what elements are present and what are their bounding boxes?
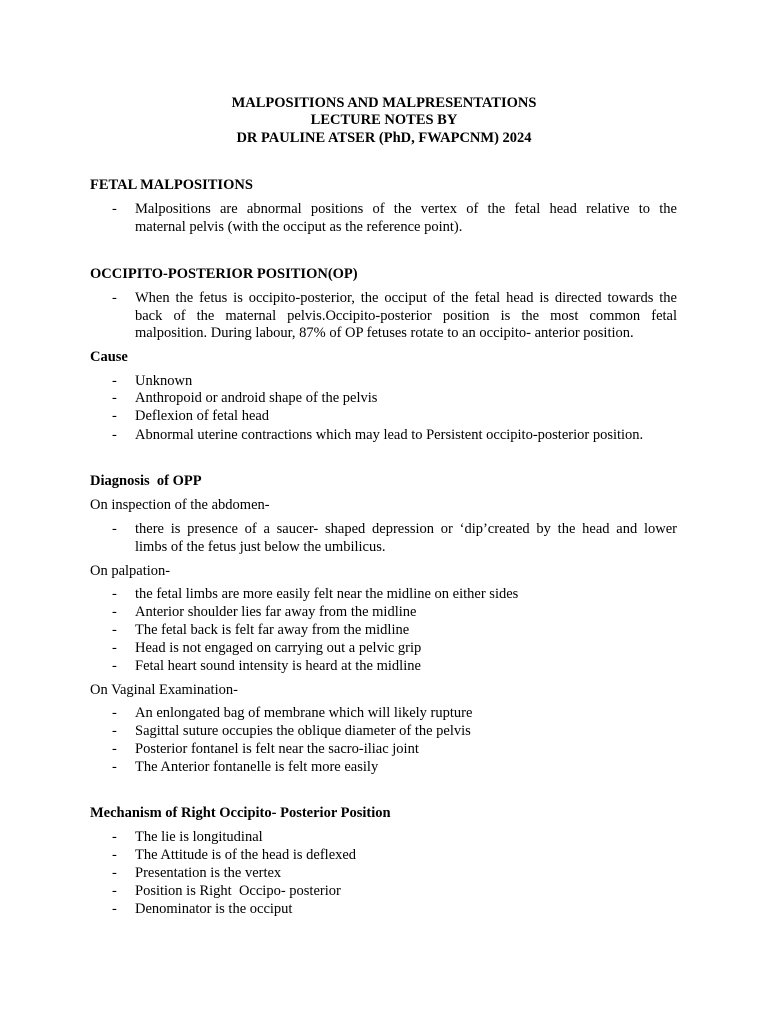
list-item: Deflexion of fetal head [135,408,270,424]
bullet-marker: - [112,390,117,406]
bullet-marker: - [112,373,117,389]
list-item: Posterior fontanel is felt near the sacro-iliac joint [135,741,419,757]
list-item: Anthropoid or android shape of the pelvis [135,390,378,406]
paragraph-line: malposition. During labour, 87% of OP fetuses rotate to an occipito- anterior position. [135,325,634,341]
list-item: The Attitude is of the head is deflexed [135,847,357,863]
bullet-marker: - [112,829,117,845]
bullet-marker: - [112,865,117,881]
bullet-marker: - [112,408,117,424]
document-title: MALPOSITIONS AND MALPRESENTATIONS [231,95,537,111]
bullet-marker: - [112,604,117,620]
section-heading-cause: Cause [90,349,128,365]
bullet-marker: - [112,847,117,863]
list-item: The lie is longitudinal [135,829,263,845]
list-item: Presentation is the vertex [135,865,282,881]
section-heading-mechanism: Mechanism of Right Occipito- Posterior Position [90,805,391,821]
list-item: Abnormal uterine contractions which may lead to Persistent occipito-posterior position. [135,427,644,443]
bullet-marker: - [112,658,117,674]
bullet-marker: - [112,640,117,656]
subsection-label-inspection: On inspection of the abdomen- [90,497,270,513]
list-item: An enlongated bag of membrane which will likely rupture [135,705,473,721]
list-item: Sagittal suture occupies the oblique diameter of the pelvis [135,723,471,739]
list-item: Denominator is the occiput [135,901,293,917]
subsection-label-palpation: On palpation- [90,563,171,579]
bullet-marker: - [112,201,117,217]
bullet-marker: - [112,723,117,739]
section-heading-fetal-malpositions: FETAL MALPOSITIONS [90,177,253,193]
list-item: The fetal back is felt far away from the midline [135,622,410,638]
bullet-marker: - [112,521,117,537]
bullet-marker: - [112,586,117,602]
paragraph-line: there is presence of a saucer- shaped depression or ‘dip’created by the head and lower [135,521,677,537]
paragraph-line: Malpositions are abnormal positions of the vertex of the fetal head relative to the [135,201,677,217]
list-item: Unknown [135,373,193,389]
list-item: Head is not engaged on carrying out a pelvic grip [135,640,422,656]
paragraph-line: When the fetus is occipito-posterior, the occiput of the fetal head is directed towards the [135,290,677,306]
paragraph-line: maternal pelvis (with the occiput as the reference point). [135,219,463,235]
section-heading-diagnosis: Diagnosis of OPP [90,473,202,489]
bullet-marker: - [112,901,117,917]
section-heading-op: OCCIPITO-POSTERIOR POSITION(OP) [90,266,358,282]
list-item: Anterior shoulder lies far away from the midline [135,604,417,620]
bullet-marker: - [112,705,117,721]
list-item: Fetal heart sound intensity is heard at the midline [135,658,421,674]
list-item: Position is Right Occipo- posterior [135,883,341,899]
list-item: The Anterior fontanelle is felt more easily [135,759,379,775]
document-subtitle: LECTURE NOTES BY [310,112,458,128]
paragraph-line: limbs of the fetus just below the umbilicus. [135,539,386,555]
paragraph-line: back of the maternal pelvis.Occipito-posterior position is the most common fetal [135,308,677,324]
document-author: DR PAULINE ATSER (PhD, FWAPCNM) 2024 [236,130,532,146]
bullet-marker: - [112,741,117,757]
bullet-marker: - [112,759,117,775]
subsection-label-vaginal: On Vaginal Examination- [90,682,238,698]
bullet-marker: - [112,427,117,443]
list-item: the fetal limbs are more easily felt near the midline on either sides [135,586,519,602]
bullet-marker: - [112,883,117,899]
bullet-marker: - [112,290,117,306]
bullet-marker: - [112,622,117,638]
